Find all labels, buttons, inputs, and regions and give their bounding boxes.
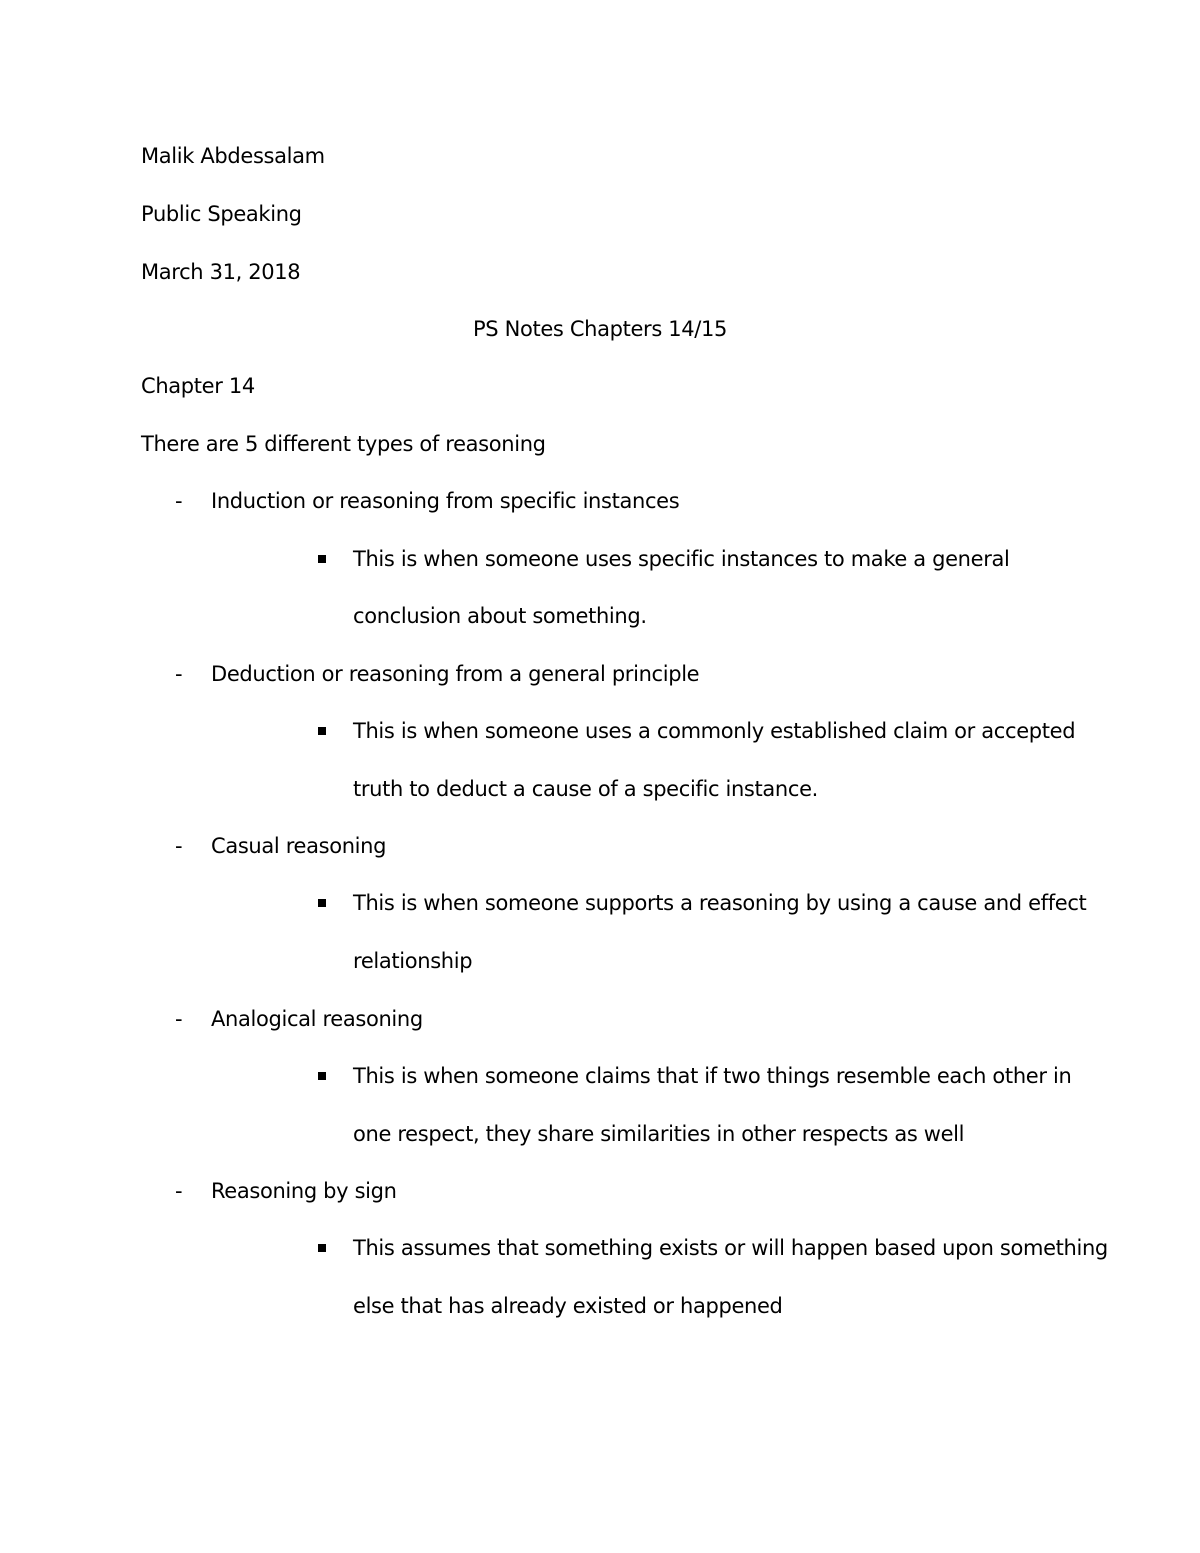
- list-dash: -: [175, 1179, 183, 1203]
- square-bullet-icon: [318, 1072, 326, 1080]
- chapter-heading: Chapter 14: [141, 374, 255, 398]
- list-dash: -: [175, 662, 183, 686]
- list-dash: -: [175, 1007, 183, 1031]
- reasoning-detail-line: This is when someone claims that if two things resemble each other in: [353, 1064, 1072, 1088]
- reasoning-detail-line: This assumes that something exists or will happen based upon something: [353, 1236, 1108, 1260]
- list-dash: -: [175, 489, 183, 513]
- reasoning-type-label: Casual reasoning: [211, 834, 387, 858]
- reasoning-detail-line: one respect, they share similarities in other respects as well: [353, 1122, 965, 1146]
- square-bullet-icon: [318, 1244, 326, 1252]
- reasoning-type-label: Analogical reasoning: [211, 1007, 423, 1031]
- intro-text: There are 5 different types of reasoning: [141, 432, 546, 456]
- reasoning-detail-line: This is when someone supports a reasoning by using a cause and effect: [353, 891, 1087, 915]
- reasoning-type-label: Reasoning by sign: [211, 1179, 397, 1203]
- square-bullet-icon: [318, 727, 326, 735]
- reasoning-detail-line: relationship: [353, 949, 473, 973]
- author-name: Malik Abdessalam: [141, 144, 325, 168]
- reasoning-type-label: Deduction or reasoning from a general principle: [211, 662, 700, 686]
- list-dash: -: [175, 834, 183, 858]
- reasoning-detail-line: truth to deduct a cause of a specific instance.: [353, 777, 818, 801]
- reasoning-type-label: Induction or reasoning from specific instances: [211, 489, 680, 513]
- reasoning-detail-line: else that has already existed or happened: [353, 1294, 783, 1318]
- document-title: PS Notes Chapters 14/15: [472, 317, 728, 341]
- document-date: March 31, 2018: [141, 260, 301, 284]
- course-name: Public Speaking: [141, 202, 302, 226]
- reasoning-detail-line: This is when someone uses specific instances to make a general: [353, 547, 1010, 571]
- square-bullet-icon: [318, 555, 326, 563]
- square-bullet-icon: [318, 899, 326, 907]
- reasoning-detail-line: This is when someone uses a commonly established claim or accepted: [353, 719, 1076, 743]
- reasoning-detail-line: conclusion about something.: [353, 604, 647, 628]
